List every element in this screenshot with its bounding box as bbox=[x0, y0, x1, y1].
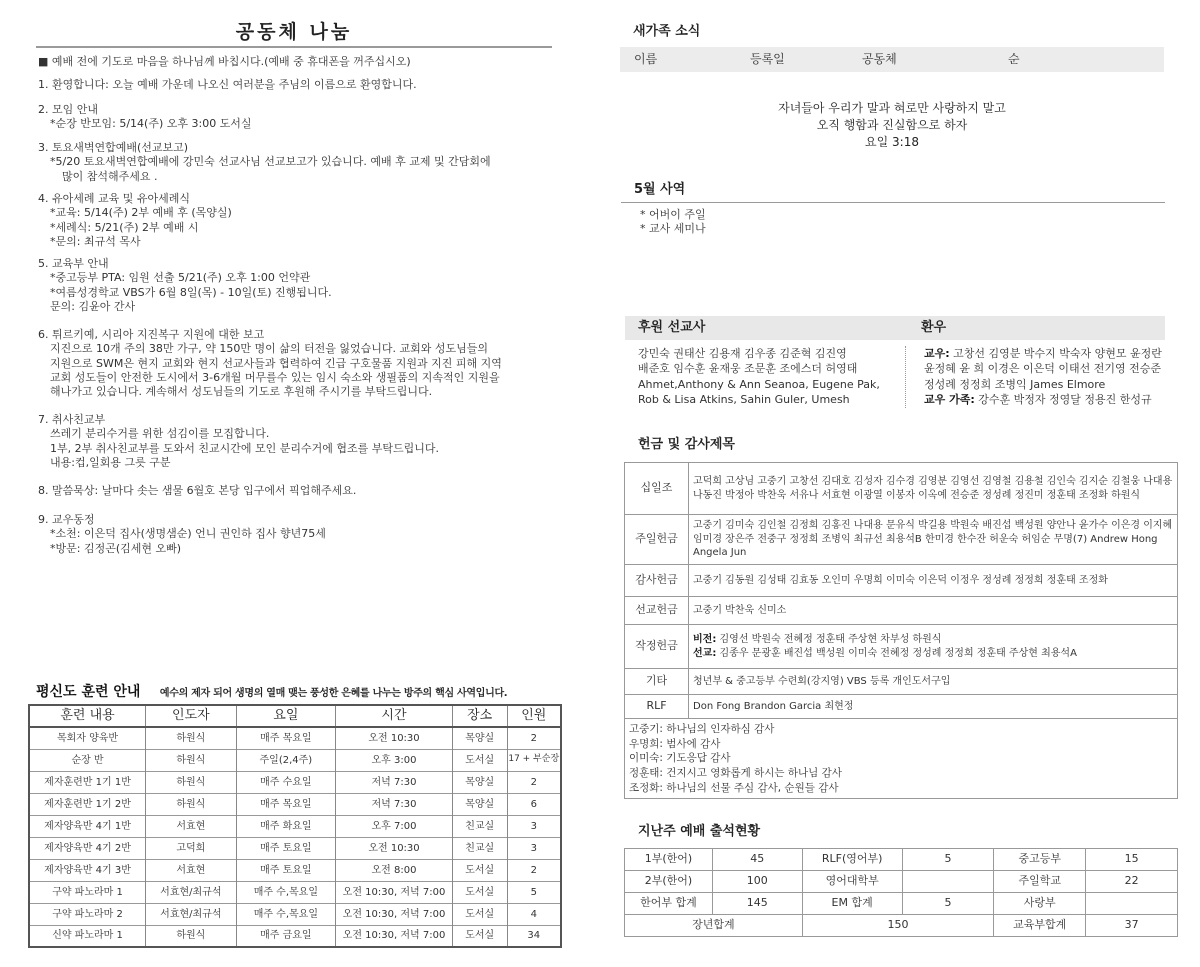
table-cell: 5 bbox=[902, 849, 994, 871]
list-item: * 교사 세미나 bbox=[640, 222, 706, 236]
news-detail: 내용:컵,일회용 그릇 구분 bbox=[50, 455, 171, 469]
table-cell: 사랑부 bbox=[994, 893, 1086, 915]
news-item bbox=[38, 78, 558, 92]
offering-title: 헌금 및 감사제목 bbox=[638, 437, 735, 452]
table-row bbox=[29, 727, 561, 749]
table-cell: 도서실 bbox=[452, 903, 507, 925]
news-detail: 교회 성도들이 안전한 도시에서 3-6개월 머무를수 있는 임시 숙소와 생필품의 지속적인 지원을 bbox=[50, 370, 500, 384]
table-cell: 4 bbox=[507, 903, 561, 925]
news-detail: 해나가고 있습니다. 계속해서 성도님들의 기도로 후원해 주시기를 부탁드립니다. bbox=[50, 385, 433, 399]
attendance-table bbox=[624, 848, 1178, 937]
news-detail: *방문: 김정곤(김세현 오빠) bbox=[50, 541, 182, 555]
total-label: 장년합계 bbox=[625, 915, 803, 937]
table-cell: 6 bbox=[507, 793, 561, 815]
table-cell: 구약 파노라마 2 bbox=[29, 903, 146, 925]
missionary-header-bar bbox=[625, 316, 1165, 340]
table-cell: 1부(한어) bbox=[625, 849, 713, 871]
table-row bbox=[625, 463, 1178, 515]
new-family-col-name: 이름 bbox=[634, 52, 658, 66]
column-header: 요일 bbox=[236, 705, 335, 727]
table-cell: 친교실 bbox=[452, 837, 507, 859]
welfare-names: 정성례 정정희 조병익 James Elmore bbox=[924, 377, 1106, 391]
table-cell: 제자양육반 4기 1반 bbox=[29, 815, 146, 837]
news-detail: *교육: 5/14(주) 2부 예배 후 (목양실) bbox=[50, 206, 232, 220]
table-row bbox=[625, 849, 1178, 871]
table-cell bbox=[1086, 893, 1178, 915]
column-header: 장소 bbox=[452, 705, 507, 727]
table-row bbox=[625, 625, 1178, 669]
welfare-label: 교우 가족: bbox=[924, 393, 975, 407]
table-cell: 오전 10:30, 저녁 7:00 bbox=[336, 925, 453, 947]
news-heading: 8. 말씀묵상: 날마다 솟는 샘물 6월호 본당 입구에서 픽업해주세요. bbox=[38, 484, 357, 497]
list-item: * 어버이 주일 bbox=[640, 208, 706, 221]
news-item bbox=[38, 413, 558, 470]
table-row bbox=[625, 915, 1178, 937]
title-divider bbox=[36, 46, 552, 48]
offering-label: 작정헌금 bbox=[625, 625, 689, 669]
table-cell: 34 bbox=[507, 925, 561, 947]
table-cell: 순장 반 bbox=[29, 749, 146, 771]
news-detail: *여름성경학교 VBS가 6월 8일(목) - 10일(토) 진행됩니다. bbox=[50, 285, 332, 299]
pledge-names: 김영선 박원숙 전혜정 정훈태 주상현 차부성 하원식 bbox=[716, 634, 942, 645]
table-cell: 오후 3:00 bbox=[336, 749, 453, 771]
news-detail: *5/20 토요새벽연합예배에 강민숙 선교사님 선교보고가 있습니다. 예배 후 교제 및 간담회에 bbox=[50, 155, 491, 169]
list-item: 고중기: 하나님의 인자하심 감사 bbox=[629, 723, 775, 735]
table-cell: 서효현 bbox=[146, 815, 237, 837]
table-row bbox=[29, 771, 561, 793]
may-ministry-divider bbox=[621, 202, 1165, 203]
table-row bbox=[625, 565, 1178, 597]
table-cell: 고덕희 bbox=[146, 837, 237, 859]
edu-total-label: 교육부합계 bbox=[994, 915, 1086, 937]
list-item: 이미숙: 기도응답 감사 bbox=[629, 752, 731, 765]
table-cell: 도서실 bbox=[452, 859, 507, 881]
page-title: 공동체 나눔 bbox=[235, 21, 353, 43]
table-cell: 서효현/최규석 bbox=[146, 881, 237, 903]
welfare-label: 교우: bbox=[924, 347, 950, 360]
news-detail: *소천: 이은덕 집사(생명샘순) 언니 권인하 집사 향년75세 bbox=[50, 527, 326, 541]
list-item: 배준호 임수훈 윤재웅 조문훈 조에스더 허영태 bbox=[638, 362, 858, 376]
news-heading: 2. 모임 안내 bbox=[38, 103, 98, 116]
table-row bbox=[625, 893, 1178, 915]
table-cell: 한어부 합계 bbox=[625, 893, 713, 915]
new-family-title: 새가족 소식 bbox=[633, 24, 701, 39]
column-header: 인도자 bbox=[146, 705, 237, 727]
table-cell: 하원식 bbox=[146, 749, 237, 771]
table-cell: RLF(영어부) bbox=[802, 849, 902, 871]
table-row bbox=[625, 597, 1178, 625]
news-detail: *세례식: 5/21(주) 2부 예배 시 bbox=[50, 220, 199, 234]
table-cell: 오전 10:30 bbox=[336, 727, 453, 749]
news-item bbox=[38, 103, 558, 132]
column-separator bbox=[905, 346, 906, 408]
table-cell: 5 bbox=[507, 881, 561, 903]
table-cell: 서효현 bbox=[146, 859, 237, 881]
table-cell: 매주 금요일 bbox=[236, 925, 335, 947]
total-value: 150 bbox=[802, 915, 994, 937]
offering-table bbox=[624, 462, 1178, 799]
column-header: 시간 bbox=[336, 705, 453, 727]
offering-label: RLF bbox=[625, 695, 689, 719]
verse-line: 자녀들아 우리가 말과 혀로만 사랑하지 말고 bbox=[778, 101, 1006, 115]
table-cell: 매주 화요일 bbox=[236, 815, 335, 837]
offering-label: 주일헌금 bbox=[625, 515, 689, 565]
news-heading: 9. 교우동정 bbox=[38, 513, 95, 526]
table-cell: 제자훈련반 1기 1반 bbox=[29, 771, 146, 793]
news-item bbox=[38, 484, 558, 498]
attendance-title: 지난주 예배 출석현황 bbox=[638, 824, 761, 839]
pledge-label: 비전: bbox=[693, 634, 717, 645]
table-cell: 오전 8:00 bbox=[336, 859, 453, 881]
table-cell: 145 bbox=[712, 893, 802, 915]
training-header-row bbox=[29, 705, 561, 727]
table-cell: 하원식 bbox=[146, 925, 237, 947]
table-cell: 하원식 bbox=[146, 727, 237, 749]
offering-names: 고중기 박찬욱 신미소 bbox=[689, 597, 1178, 625]
table-row bbox=[625, 871, 1178, 893]
table-cell: 목양실 bbox=[452, 727, 507, 749]
table-cell: 매주 수,목요일 bbox=[236, 903, 335, 925]
bible-verse bbox=[620, 100, 1164, 150]
table-cell: 주일학교 bbox=[994, 871, 1086, 893]
news-heading: 3. 토요새벽연합예배(선교보고) bbox=[38, 141, 189, 154]
may-ministry-title: 5월 사역 bbox=[634, 182, 686, 197]
welfare-list bbox=[924, 346, 1172, 408]
table-cell: 중고등부 bbox=[994, 849, 1086, 871]
table-row bbox=[29, 749, 561, 771]
verse-reference: 요일 3:18 bbox=[865, 134, 919, 149]
news-item bbox=[38, 141, 558, 184]
table-cell: 서효현/최규석 bbox=[146, 903, 237, 925]
table-cell: 매주 토요일 bbox=[236, 859, 335, 881]
table-cell: EM 합계 bbox=[802, 893, 902, 915]
news-heading: 5. 교육부 안내 bbox=[38, 257, 109, 270]
table-cell: 17 + 부순장 bbox=[507, 749, 561, 771]
offering-names: Don Fong Brandon Garcia 최현정 bbox=[689, 695, 1178, 719]
list-item: Ahmet,Anthony & Ann Seanoa, Eugene Pak, bbox=[638, 377, 880, 391]
table-row bbox=[29, 793, 561, 815]
table-row bbox=[625, 515, 1178, 565]
welfare-names: 고창선 김영분 박수지 박숙자 양현모 윤정란 bbox=[949, 347, 1162, 360]
table-cell: 목양실 bbox=[452, 793, 507, 815]
training-table bbox=[28, 704, 562, 948]
table-cell: 2 bbox=[507, 859, 561, 881]
news-detail: 1부, 2부 취사친교부를 도와서 친교시간에 모인 분리수거에 협조를 부탁드립니다. bbox=[50, 441, 439, 455]
list-item: Rob & Lisa Atkins, Sahin Guler, Umesh bbox=[638, 393, 850, 407]
table-cell: 매주 수요일 bbox=[236, 771, 335, 793]
table-cell: 구약 파노라마 1 bbox=[29, 881, 146, 903]
welfare-title: 환우 bbox=[921, 320, 947, 335]
missionary-list bbox=[638, 346, 900, 408]
offering-label: 선교헌금 bbox=[625, 597, 689, 625]
training-body bbox=[29, 727, 561, 947]
table-cell: 하원식 bbox=[146, 793, 237, 815]
news-detail: 지진으로 10개 주의 38만 가구, 약 150만 명이 삶의 터전을 잃었습니다. 교회와 성도님들의 bbox=[50, 342, 488, 356]
table-row bbox=[625, 669, 1178, 695]
thanks-notes bbox=[625, 719, 1178, 799]
table-cell: 제자양육반 4기 2반 bbox=[29, 837, 146, 859]
list-item: 우명희: 범사에 감사 bbox=[629, 737, 721, 750]
table-cell: 도서실 bbox=[452, 881, 507, 903]
table-cell bbox=[902, 871, 994, 893]
new-family-col-group: 순 bbox=[1008, 52, 1020, 66]
offering-label: 감사헌금 bbox=[625, 565, 689, 597]
table-row bbox=[29, 859, 561, 881]
news-heading: 4. 유아세례 교육 및 유아세례식 bbox=[38, 192, 190, 205]
news-item bbox=[38, 192, 558, 249]
news-detail: *중고등부 PTA: 임원 선출 5/21(주) 오후 1:00 언약관 bbox=[50, 271, 311, 285]
table-cell: 3 bbox=[507, 837, 561, 859]
table-row bbox=[29, 903, 561, 925]
news-detail: 많이 참석해주세요 . bbox=[62, 169, 158, 183]
edu-total-value: 37 bbox=[1086, 915, 1178, 937]
table-cell: 5 bbox=[902, 893, 994, 915]
table-cell: 도서실 bbox=[452, 749, 507, 771]
news-heading: 1. 환영합니다: 오늘 예배 가운데 나오신 여러분을 주님의 이름으로 환영합니다. bbox=[38, 78, 417, 91]
table-cell: 2 bbox=[507, 727, 561, 749]
offering-names: 고덕희 고상님 고중기 고창선 김대호 김성자 김수경 김영분 김영선 김영철 김용철 김인숙 김지순 김철웅 나대용 나동진 박정아 박찬욱 서유나 서효현 이광열 이봉자 이옥예 전승준 정성례 정진미 정훈태 조정화 하원식 bbox=[689, 463, 1178, 515]
table-cell: 제자훈련반 1기 2반 bbox=[29, 793, 146, 815]
table-cell: 하원식 bbox=[146, 771, 237, 793]
missionary-title: 후원 선교사 bbox=[638, 320, 706, 335]
table-cell: 2부(한어) bbox=[625, 871, 713, 893]
new-family-col-date: 등록일 bbox=[750, 52, 785, 66]
table-cell: 친교실 bbox=[452, 815, 507, 837]
new-family-col-community: 공동체 bbox=[862, 52, 897, 66]
list-item: 조정화: 하나님의 선물 주심 감사, 순원들 감사 bbox=[629, 781, 839, 794]
table-row bbox=[625, 695, 1178, 719]
training-header bbox=[36, 683, 561, 701]
list-item: 정훈태: 건지시고 영화롭게 하시는 하나님 감사 bbox=[629, 767, 842, 780]
table-cell: 3 bbox=[507, 815, 561, 837]
table-cell: 오전 10:30, 저녁 7:00 bbox=[336, 903, 453, 925]
table-cell: 신약 파노라마 1 bbox=[29, 925, 146, 947]
offering-names: 고중기 김미숙 김인철 김정희 김홍진 나대용 문유식 박길용 박원숙 배진섭 백성원 양안나 윤가수 이은경 이지혜 임미경 장은주 전중구 정정희 조병익 최규선 최용석B 한미경 한수잔 허운숙 허임순 무명(7) Andrew Hong Angela Jun bbox=[689, 515, 1178, 565]
column-header: 훈련 내용 bbox=[29, 705, 146, 727]
may-ministry-list bbox=[640, 208, 706, 237]
table-cell: 매주 토요일 bbox=[236, 837, 335, 859]
pledge-names: 김종우 문광훈 배진섭 백성원 이미숙 전혜정 정성례 정정희 정훈태 주상현 최용석A bbox=[716, 647, 1077, 659]
table-cell: 도서실 bbox=[452, 925, 507, 947]
table-cell: 2 bbox=[507, 771, 561, 793]
offering-names bbox=[689, 625, 1178, 669]
table-cell: 매주 목요일 bbox=[236, 793, 335, 815]
news-item bbox=[38, 257, 558, 314]
table-cell: 15 bbox=[1086, 849, 1178, 871]
news-detail: 지원으로 SWM은 현지 교회와 현지 선교사들과 협력하여 긴급 구호물품 지원과 지진 피해 지역 bbox=[50, 356, 502, 370]
table-cell: 매주 수,목요일 bbox=[236, 881, 335, 903]
table-cell: 22 bbox=[1086, 871, 1178, 893]
table-cell: 영어대학부 bbox=[802, 871, 902, 893]
new-family-header-bar bbox=[620, 47, 1164, 72]
verse-line: 오직 행함과 진실함으로 하자 bbox=[816, 117, 968, 132]
news-detail: 쓰레기 분리수거를 위한 섬김이를 모집합니다. bbox=[50, 427, 270, 441]
table-cell: 매주 목요일 bbox=[236, 727, 335, 749]
offering-names: 청년부 & 중고등부 수련회(강지영) VBS 등록 개인도서구입 bbox=[689, 669, 1178, 695]
table-row bbox=[29, 837, 561, 859]
table-row bbox=[625, 719, 1178, 799]
table-cell: 주일(2,4주) bbox=[236, 749, 335, 771]
list-item: 강민숙 권태산 김용재 김우종 김준혁 김진영 bbox=[638, 347, 847, 360]
offering-label: 기타 bbox=[625, 669, 689, 695]
column-header: 인원 bbox=[507, 705, 561, 727]
table-cell: 목회자 양육반 bbox=[29, 727, 146, 749]
table-cell: 100 bbox=[712, 871, 802, 893]
news-item bbox=[38, 328, 558, 399]
news-detail: *순장 반모임: 5/14(주) 오후 3:00 도서실 bbox=[50, 117, 252, 131]
table-row bbox=[29, 815, 561, 837]
welfare-names: 윤정혜 윤 희 이경은 이은덕 이태선 전기영 전승준 bbox=[924, 362, 1161, 376]
news-detail: 문의: 김윤아 간사 bbox=[50, 299, 136, 313]
table-cell: 저녁 7:30 bbox=[336, 793, 453, 815]
table-row bbox=[29, 881, 561, 903]
table-cell: 45 bbox=[712, 849, 802, 871]
pledge-label: 선교: bbox=[693, 647, 717, 659]
attendance-body bbox=[625, 849, 1178, 915]
table-cell: 오전 10:30 bbox=[336, 837, 453, 859]
table-cell: 오전 10:30, 저녁 7:00 bbox=[336, 881, 453, 903]
table-cell: 저녁 7:30 bbox=[336, 771, 453, 793]
news-detail: *문의: 최규석 목사 bbox=[50, 234, 141, 248]
welfare-names: 강수훈 박정자 정영달 정용진 한성규 bbox=[974, 393, 1152, 407]
offering-label: 십일조 bbox=[625, 463, 689, 515]
news-item bbox=[38, 513, 558, 556]
news-heading: 6. 튀르키예, 시리아 지진복구 지원에 대한 보고 bbox=[38, 328, 265, 341]
table-cell: 오후 7:00 bbox=[336, 815, 453, 837]
table-cell: 목양실 bbox=[452, 771, 507, 793]
training-title: 평신도 훈련 안내 bbox=[36, 684, 141, 700]
training-subtitle: 예수의 제자 되어 생명의 열매 맺는 풍성한 은혜를 나누는 방주의 핵심 사역입니다. bbox=[159, 688, 508, 699]
offering-names: 고중기 김동원 김성태 김효동 오인미 우명희 이미숙 이은덕 이정우 정성례 정정희 정훈태 조정화 bbox=[689, 565, 1178, 597]
news-heading: 7. 취사친교부 bbox=[38, 413, 106, 426]
intro-notice: ■ 예배 전에 기도로 마음을 하나님께 바칩시다.(예배 중 휴대폰을 꺼주십시오) bbox=[38, 55, 411, 68]
table-cell: 제자양육반 4기 3반 bbox=[29, 859, 146, 881]
table-row bbox=[29, 925, 561, 947]
